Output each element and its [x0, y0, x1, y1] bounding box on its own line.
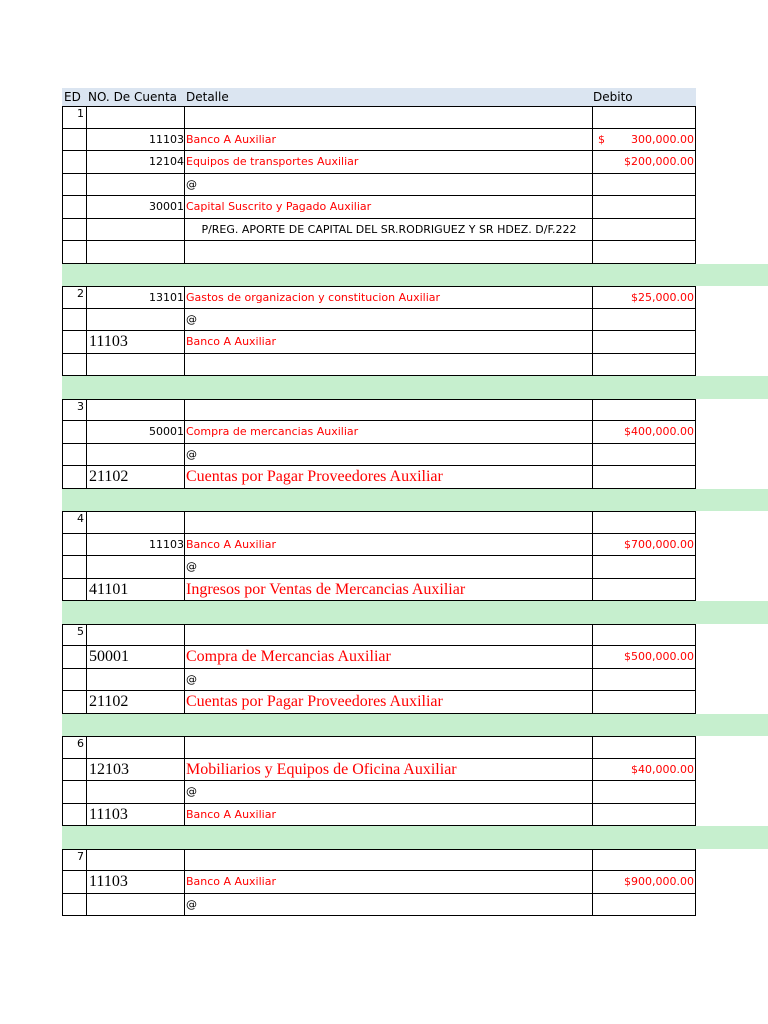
debit-cell[interactable]: [593, 894, 697, 916]
header-debito: Debito: [593, 90, 633, 104]
ed-cell[interactable]: [63, 691, 87, 713]
ed-cell[interactable]: 3: [63, 400, 87, 421]
ed-cell[interactable]: [63, 196, 87, 218]
account-number-cell[interactable]: 50001: [87, 646, 185, 668]
debit-amount: $900,000.00: [624, 875, 694, 888]
account-number-cell[interactable]: [87, 850, 185, 871]
detail-cell[interactable]: @: [185, 174, 593, 196]
debit-amount: $200,000.00: [624, 155, 694, 168]
entry-separator-band: [62, 601, 768, 624]
debit-cell[interactable]: [593, 107, 697, 128]
ledger-row: [62, 219, 696, 242]
debit-cell[interactable]: [593, 241, 697, 263]
ed-cell[interactable]: [63, 579, 87, 601]
ledger-row: [62, 691, 696, 714]
ledger-row: [62, 286, 696, 309]
account-number-cell[interactable]: 30001: [87, 196, 185, 218]
account-number-cell[interactable]: [87, 556, 185, 578]
debit-cell[interactable]: [593, 579, 697, 601]
account-number-cell[interactable]: 12103: [87, 759, 185, 781]
entry-separator-band: [62, 376, 768, 399]
ed-cell[interactable]: [63, 129, 87, 151]
debit-cell[interactable]: [593, 871, 697, 893]
account-number-cell[interactable]: [87, 444, 185, 466]
ledger-row: [62, 511, 696, 534]
detail-cell[interactable]: [185, 625, 593, 646]
account-number-cell[interactable]: 41101: [87, 579, 185, 601]
ed-cell[interactable]: [63, 781, 87, 803]
debit-amount: $25,000.00: [631, 291, 694, 304]
ed-cell[interactable]: [63, 534, 87, 556]
debit-amount: $40,000.00: [631, 762, 694, 776]
debit-cell[interactable]: [593, 669, 697, 691]
account-number-cell[interactable]: [87, 241, 185, 263]
account-number-cell[interactable]: 11103: [87, 534, 185, 556]
debit-cell[interactable]: [593, 196, 697, 218]
ledger-row: [62, 106, 696, 129]
ledger-row: [62, 534, 696, 557]
detail-cell[interactable]: @: [185, 669, 593, 691]
debit-cell[interactable]: [593, 737, 697, 758]
ed-cell[interactable]: 2: [63, 287, 87, 308]
debit-cell[interactable]: [593, 287, 697, 308]
account-number-cell[interactable]: [87, 309, 185, 331]
ledger-row: [62, 736, 696, 759]
detail-cell[interactable]: Banco A Auxiliar: [185, 129, 593, 151]
ed-cell[interactable]: [63, 669, 87, 691]
detail-cell[interactable]: [185, 512, 593, 533]
ed-cell[interactable]: 5: [63, 625, 87, 646]
ledger-body: [62, 106, 768, 916]
ed-cell[interactable]: [63, 804, 87, 826]
account-number-cell[interactable]: [87, 625, 185, 646]
debit-cell[interactable]: [593, 625, 697, 646]
ledger-row: [62, 196, 696, 219]
detail-cell[interactable]: Compra de mercancias Auxiliar: [185, 421, 593, 443]
detail-cell[interactable]: Banco A Auxiliar: [185, 804, 593, 826]
account-number-cell[interactable]: [87, 512, 185, 533]
ledger-row: [62, 354, 696, 377]
account-number-cell[interactable]: 21102: [87, 466, 185, 488]
ed-cell[interactable]: [63, 151, 87, 173]
account-number-cell[interactable]: 11103: [87, 331, 185, 353]
debit-cell[interactable]: [593, 309, 697, 331]
ed-cell[interactable]: [63, 354, 87, 376]
ledger-row: [62, 579, 696, 602]
account-number-cell[interactable]: [87, 781, 185, 803]
account-number-cell[interactable]: [87, 219, 185, 241]
ed-cell[interactable]: [63, 894, 87, 916]
detail-cell[interactable]: [185, 241, 593, 263]
entry-separator-band: [62, 489, 768, 512]
ed-cell[interactable]: 4: [63, 512, 87, 533]
ledger-row: [62, 759, 696, 782]
ledger-row: [62, 331, 696, 354]
header-ed: ED: [64, 90, 81, 104]
account-number-cell[interactable]: 21102: [87, 691, 185, 713]
ledger-row: [62, 556, 696, 579]
ed-cell[interactable]: [63, 241, 87, 263]
detail-cell[interactable]: @: [185, 444, 593, 466]
debit-cell[interactable]: [593, 804, 697, 826]
debit-cell[interactable]: [593, 850, 697, 871]
account-number-cell[interactable]: 13101: [87, 287, 185, 308]
header-row: [62, 88, 696, 106]
header-cuenta: NO. De Cuenta: [88, 90, 178, 104]
ed-cell[interactable]: [63, 174, 87, 196]
debit-cell[interactable]: [593, 331, 697, 353]
ledger-row: [62, 894, 696, 917]
debit-cell[interactable]: [593, 129, 697, 151]
detail-cell[interactable]: Banco A Auxiliar: [185, 331, 593, 353]
ed-cell[interactable]: [63, 421, 87, 443]
ledger-row: [62, 151, 696, 174]
account-number-cell[interactable]: [87, 400, 185, 421]
detail-cell[interactable]: P/REG. APORTE DE CAPITAL DEL SR.RODRIGUEZ Y SR HDEZ. D/F.222: [185, 219, 593, 241]
ed-cell[interactable]: [63, 871, 87, 893]
debit-cell[interactable]: [593, 354, 697, 376]
detail-cell[interactable]: Compra de Mercancias Auxiliar: [185, 646, 593, 668]
debit-cell[interactable]: [593, 556, 697, 578]
debit-amount: $500,000.00: [624, 650, 694, 663]
ed-cell[interactable]: 6: [63, 737, 87, 758]
debit-cell[interactable]: [593, 174, 697, 196]
ledger-row: [62, 399, 696, 422]
detail-cell[interactable]: @: [185, 894, 593, 916]
debit-cell[interactable]: [593, 400, 697, 421]
ed-cell[interactable]: [63, 444, 87, 466]
ledger-row: [62, 804, 696, 827]
detail-cell[interactable]: [185, 107, 593, 128]
account-number-cell[interactable]: [87, 174, 185, 196]
ed-cell[interactable]: 7: [63, 850, 87, 871]
ledger-row: [62, 309, 696, 332]
ed-cell[interactable]: [63, 759, 87, 781]
detail-cell[interactable]: Cuentas por Pagar Proveedores Auxiliar: [185, 691, 593, 713]
account-number-cell[interactable]: 11103: [87, 871, 185, 893]
detail-cell[interactable]: Mobiliarios y Equipos de Oficina Auxiliar: [185, 759, 593, 781]
ed-cell[interactable]: [63, 466, 87, 488]
detail-cell[interactable]: Equipos de transportes Auxiliar: [185, 151, 593, 173]
debit-cell[interactable]: [593, 512, 697, 533]
account-number-cell[interactable]: [87, 669, 185, 691]
account-number-cell[interactable]: 12104: [87, 151, 185, 173]
debit-amount: $400,000.00: [624, 425, 694, 438]
ledger-row: [62, 781, 696, 804]
ledger-row: [62, 444, 696, 467]
debit-cell[interactable]: [593, 534, 697, 556]
ledger-row: [62, 174, 696, 197]
detail-cell[interactable]: Ingresos por Ventas de Mercancias Auxiliar: [185, 579, 593, 601]
detail-cell[interactable]: Banco A Auxiliar: [185, 534, 593, 556]
account-number-cell[interactable]: 11103: [87, 804, 185, 826]
debit-cell[interactable]: [593, 421, 697, 443]
account-number-cell[interactable]: [87, 894, 185, 916]
detail-cell[interactable]: Gastos de organizacion y constitucion Auxiliar: [185, 287, 593, 308]
ed-cell[interactable]: [63, 556, 87, 578]
entry-separator-band: [62, 264, 768, 287]
detail-cell[interactable]: [185, 737, 593, 758]
ledger-row: [62, 466, 696, 489]
ledger-row: [62, 646, 696, 669]
currency-symbol: $: [598, 132, 605, 146]
detail-cell[interactable]: [185, 400, 593, 421]
detail-cell[interactable]: [185, 354, 593, 376]
detail-cell[interactable]: Cuentas por Pagar Proveedores Auxiliar: [185, 466, 593, 488]
ledger-row: [62, 129, 696, 152]
detail-cell[interactable]: Banco A Auxiliar: [185, 871, 593, 893]
entry-separator-band: [62, 826, 768, 849]
entry-separator-band: [62, 714, 768, 737]
account-number-cell[interactable]: [87, 354, 185, 376]
ed-cell[interactable]: [63, 646, 87, 668]
ed-cell[interactable]: [63, 309, 87, 331]
ledger-row: [62, 849, 696, 872]
ed-cell[interactable]: [63, 219, 87, 241]
ed-cell[interactable]: 1: [63, 107, 87, 128]
debit-cell[interactable]: [593, 781, 697, 803]
ed-cell[interactable]: [63, 331, 87, 353]
header-detalle: Detalle: [186, 90, 229, 104]
ledger-row: [62, 624, 696, 647]
debit-cell[interactable]: [593, 691, 697, 713]
debit-amount: $700,000.00: [624, 537, 694, 551]
ledger-row: [62, 241, 696, 264]
debit-cell[interactable]: [593, 646, 697, 668]
ledger-row: [62, 421, 696, 444]
debit-amount: 300,000.00: [631, 132, 694, 146]
account-number-cell[interactable]: [87, 737, 185, 758]
debit-cell[interactable]: [593, 759, 697, 781]
ledger-sheet: [62, 88, 768, 916]
debit-cell[interactable]: [593, 444, 697, 466]
debit-cell[interactable]: [593, 219, 697, 241]
detail-cell[interactable]: Capital Suscrito y Pagado Auxiliar: [185, 196, 593, 218]
detail-cell[interactable]: @: [185, 309, 593, 331]
debit-cell[interactable]: [593, 151, 697, 173]
detail-cell[interactable]: @: [185, 556, 593, 578]
debit-cell[interactable]: [593, 466, 697, 488]
ledger-row: [62, 871, 696, 894]
detail-cell[interactable]: [185, 850, 593, 871]
account-number-cell[interactable]: 50001: [87, 421, 185, 443]
account-number-cell[interactable]: [87, 107, 185, 128]
ledger-row: [62, 669, 696, 692]
detail-cell[interactable]: @: [185, 781, 593, 803]
account-number-cell[interactable]: 11103: [87, 129, 185, 151]
